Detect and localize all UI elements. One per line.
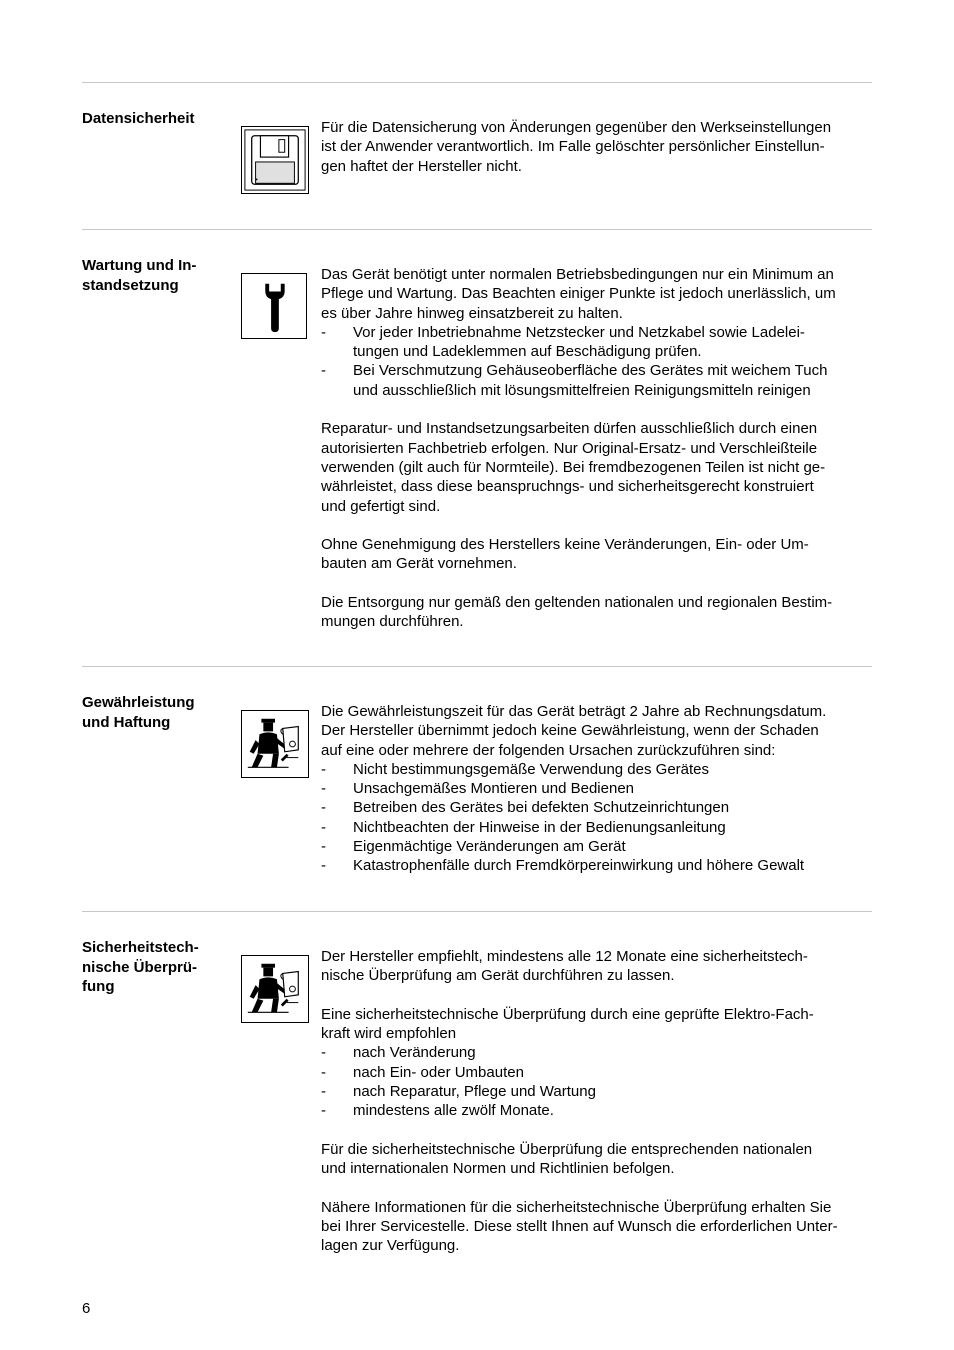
list-item	[321, 1082, 876, 1101]
maintenance-list	[321, 323, 876, 400]
inspection-occasion-list	[321, 1043, 876, 1120]
list-item	[321, 779, 876, 798]
list-item-text: nach Veränderung	[353, 1044, 476, 1062]
section-divider	[82, 666, 872, 667]
warranty-exclusion-list	[321, 760, 876, 876]
wrench-icon	[241, 273, 307, 339]
section-heading-gewaehrleistung: Gewährleistung und Haftung	[82, 694, 195, 731]
list-marker: -	[321, 1102, 326, 1120]
list-marker: -	[321, 1083, 326, 1101]
list-marker: -	[321, 857, 326, 875]
list-item	[321, 760, 876, 779]
section-divider	[82, 911, 872, 912]
list-marker: -	[321, 780, 326, 798]
technician-icon	[241, 955, 309, 1023]
list-item-text: Katastrophenfälle durch Fremdkörpereinwirkung und höhere Gewalt	[353, 857, 805, 875]
list-item-text: Vor jeder Inbetriebnahme Netzstecker und Netzkabel sowie Ladelei- tungen und Ladeklemmen auf Beschädigung prüfen.	[353, 323, 805, 361]
list-item	[321, 798, 876, 817]
section-body-datensicherheit	[321, 118, 876, 176]
paragraph: Für die sicherheitstechnische Überprüfung die entsprechenden nationalen und internationalen Normen und Richtlinien befolgen.	[321, 1140, 813, 1178]
list-item	[321, 1063, 876, 1082]
paragraph: Eine sicherheitstechnische Überprüfung durch eine geprüfte Elektro-Fach- kraft wird empfohlen	[321, 1005, 814, 1043]
list-marker: -	[321, 799, 326, 817]
paragraph: Die Entsorgung nur gemäß den geltenden nationalen und regionalen Bestim- mungen durchführen.	[321, 594, 833, 631]
list-item-text: nach Ein- oder Umbauten	[353, 1063, 524, 1081]
list-item-text: nach Reparatur, Pflege und Wartung	[353, 1083, 596, 1101]
section-divider	[82, 82, 872, 83]
section-divider	[82, 229, 872, 230]
paragraph: Reparatur- und Instandsetzungsarbeiten dürfen ausschließlich durch einen autorisierten Fachbetrieb erfolgen. Nur Original-Ersatz- und Verschleißteile verwenden (gilt auch für Normteile). Bei fremdbezogenen Teilen ist nicht ge- währleistet, dass diese beanspruchngs- und sicherheitsgerecht konstruiert und gefertigt sind.	[321, 420, 826, 515]
list-marker: -	[321, 818, 326, 836]
list-item	[321, 1101, 876, 1120]
list-item	[321, 323, 876, 362]
list-item	[321, 361, 876, 400]
paragraph: Nähere Informationen für die sicherheitstechnische Überprüfung erhalten Sie bei Ihrer Servicestelle. Diese stellt Ihnen auf Wunsch die erforderlichen Unter- lagen zur Verfügung.	[321, 1198, 838, 1255]
list-item-text: Betreiben des Gerätes bei defekten Schutzeinrichtungen	[353, 799, 730, 817]
technician-icon	[241, 710, 309, 778]
list-item-text: Nicht bestimmungsgemäße Verwendung des Gerätes	[353, 760, 710, 778]
list-item	[321, 818, 876, 837]
list-item	[321, 1043, 876, 1062]
paragraph: Ohne Genehmigung des Herstellers keine Veränderungen, Ein- oder Um- bauten am Gerät vornehmen.	[321, 536, 809, 573]
list-item-text: Eigenmächtige Veränderungen am Gerät	[353, 838, 626, 856]
list-marker: -	[321, 362, 326, 380]
list-item	[321, 856, 876, 875]
paragraph: Für die Datensicherung von Änderungen gegenüber den Werkseinstellungen ist der Anwender verantwortlich. Im Falle gelöschter persönlicher Einstellun- gen haftet der Hersteller nicht.	[321, 119, 832, 175]
floppy-disk-icon	[241, 126, 309, 194]
list-item	[321, 837, 876, 856]
list-item-text: Nichtbeachten der Hinweise in der Bedienungsanleitung	[353, 818, 726, 836]
list-marker: -	[321, 323, 326, 341]
page-number: 6	[82, 1300, 91, 1317]
list-marker: -	[321, 760, 326, 778]
intro-paragraph: Das Gerät benötigt unter normalen Betriebsbedingungen nur ein Minimum an Pflege und Wartung. Das Beachten einiger Punkte ist jedoch unerlässlich, um es über Jahre hinweg einsatzbereit zu halten.	[321, 266, 836, 322]
section-heading-sicherheitspruefung: Sicherheitstech- nische Überprü- fung	[82, 939, 199, 995]
list-marker: -	[321, 1063, 326, 1081]
list-marker: -	[321, 838, 326, 856]
list-marker: -	[321, 1044, 326, 1062]
section-body-gewaehrleistung	[321, 702, 876, 876]
section-heading-wartung: Wartung und In- standsetzung	[82, 257, 197, 294]
section-heading-datensicherheit: Datensicherheit	[82, 110, 195, 127]
list-item-text: Bei Verschmutzung Gehäuseoberfläche des Gerätes mit weichem Tuch und ausschließlich mit lösungsmittelfreien Reinigungsmitteln reinigen	[353, 362, 828, 399]
list-item-text: mindestens alle zwölf Monate.	[353, 1102, 554, 1120]
section-body-wartung	[321, 265, 876, 632]
intro-paragraph: Der Hersteller empfiehlt, mindestens alle 12 Monate eine sicherheitstech- nische Überprüfung am Gerät durchführen zu lassen.	[321, 948, 808, 985]
intro-paragraph: Die Gewährleistungszeit für das Gerät beträgt 2 Jahre ab Rechnungsdatum. Der Hersteller übernimmt jedoch keine Gewährleistung, wenn der Schaden auf eine oder mehrere der folgenden Ursachen zurückzuführen sind:	[321, 703, 827, 759]
list-item-text: Unsachgemäßes Montieren und Bedienen	[353, 780, 635, 798]
section-body-sicherheitspruefung	[321, 947, 876, 1256]
